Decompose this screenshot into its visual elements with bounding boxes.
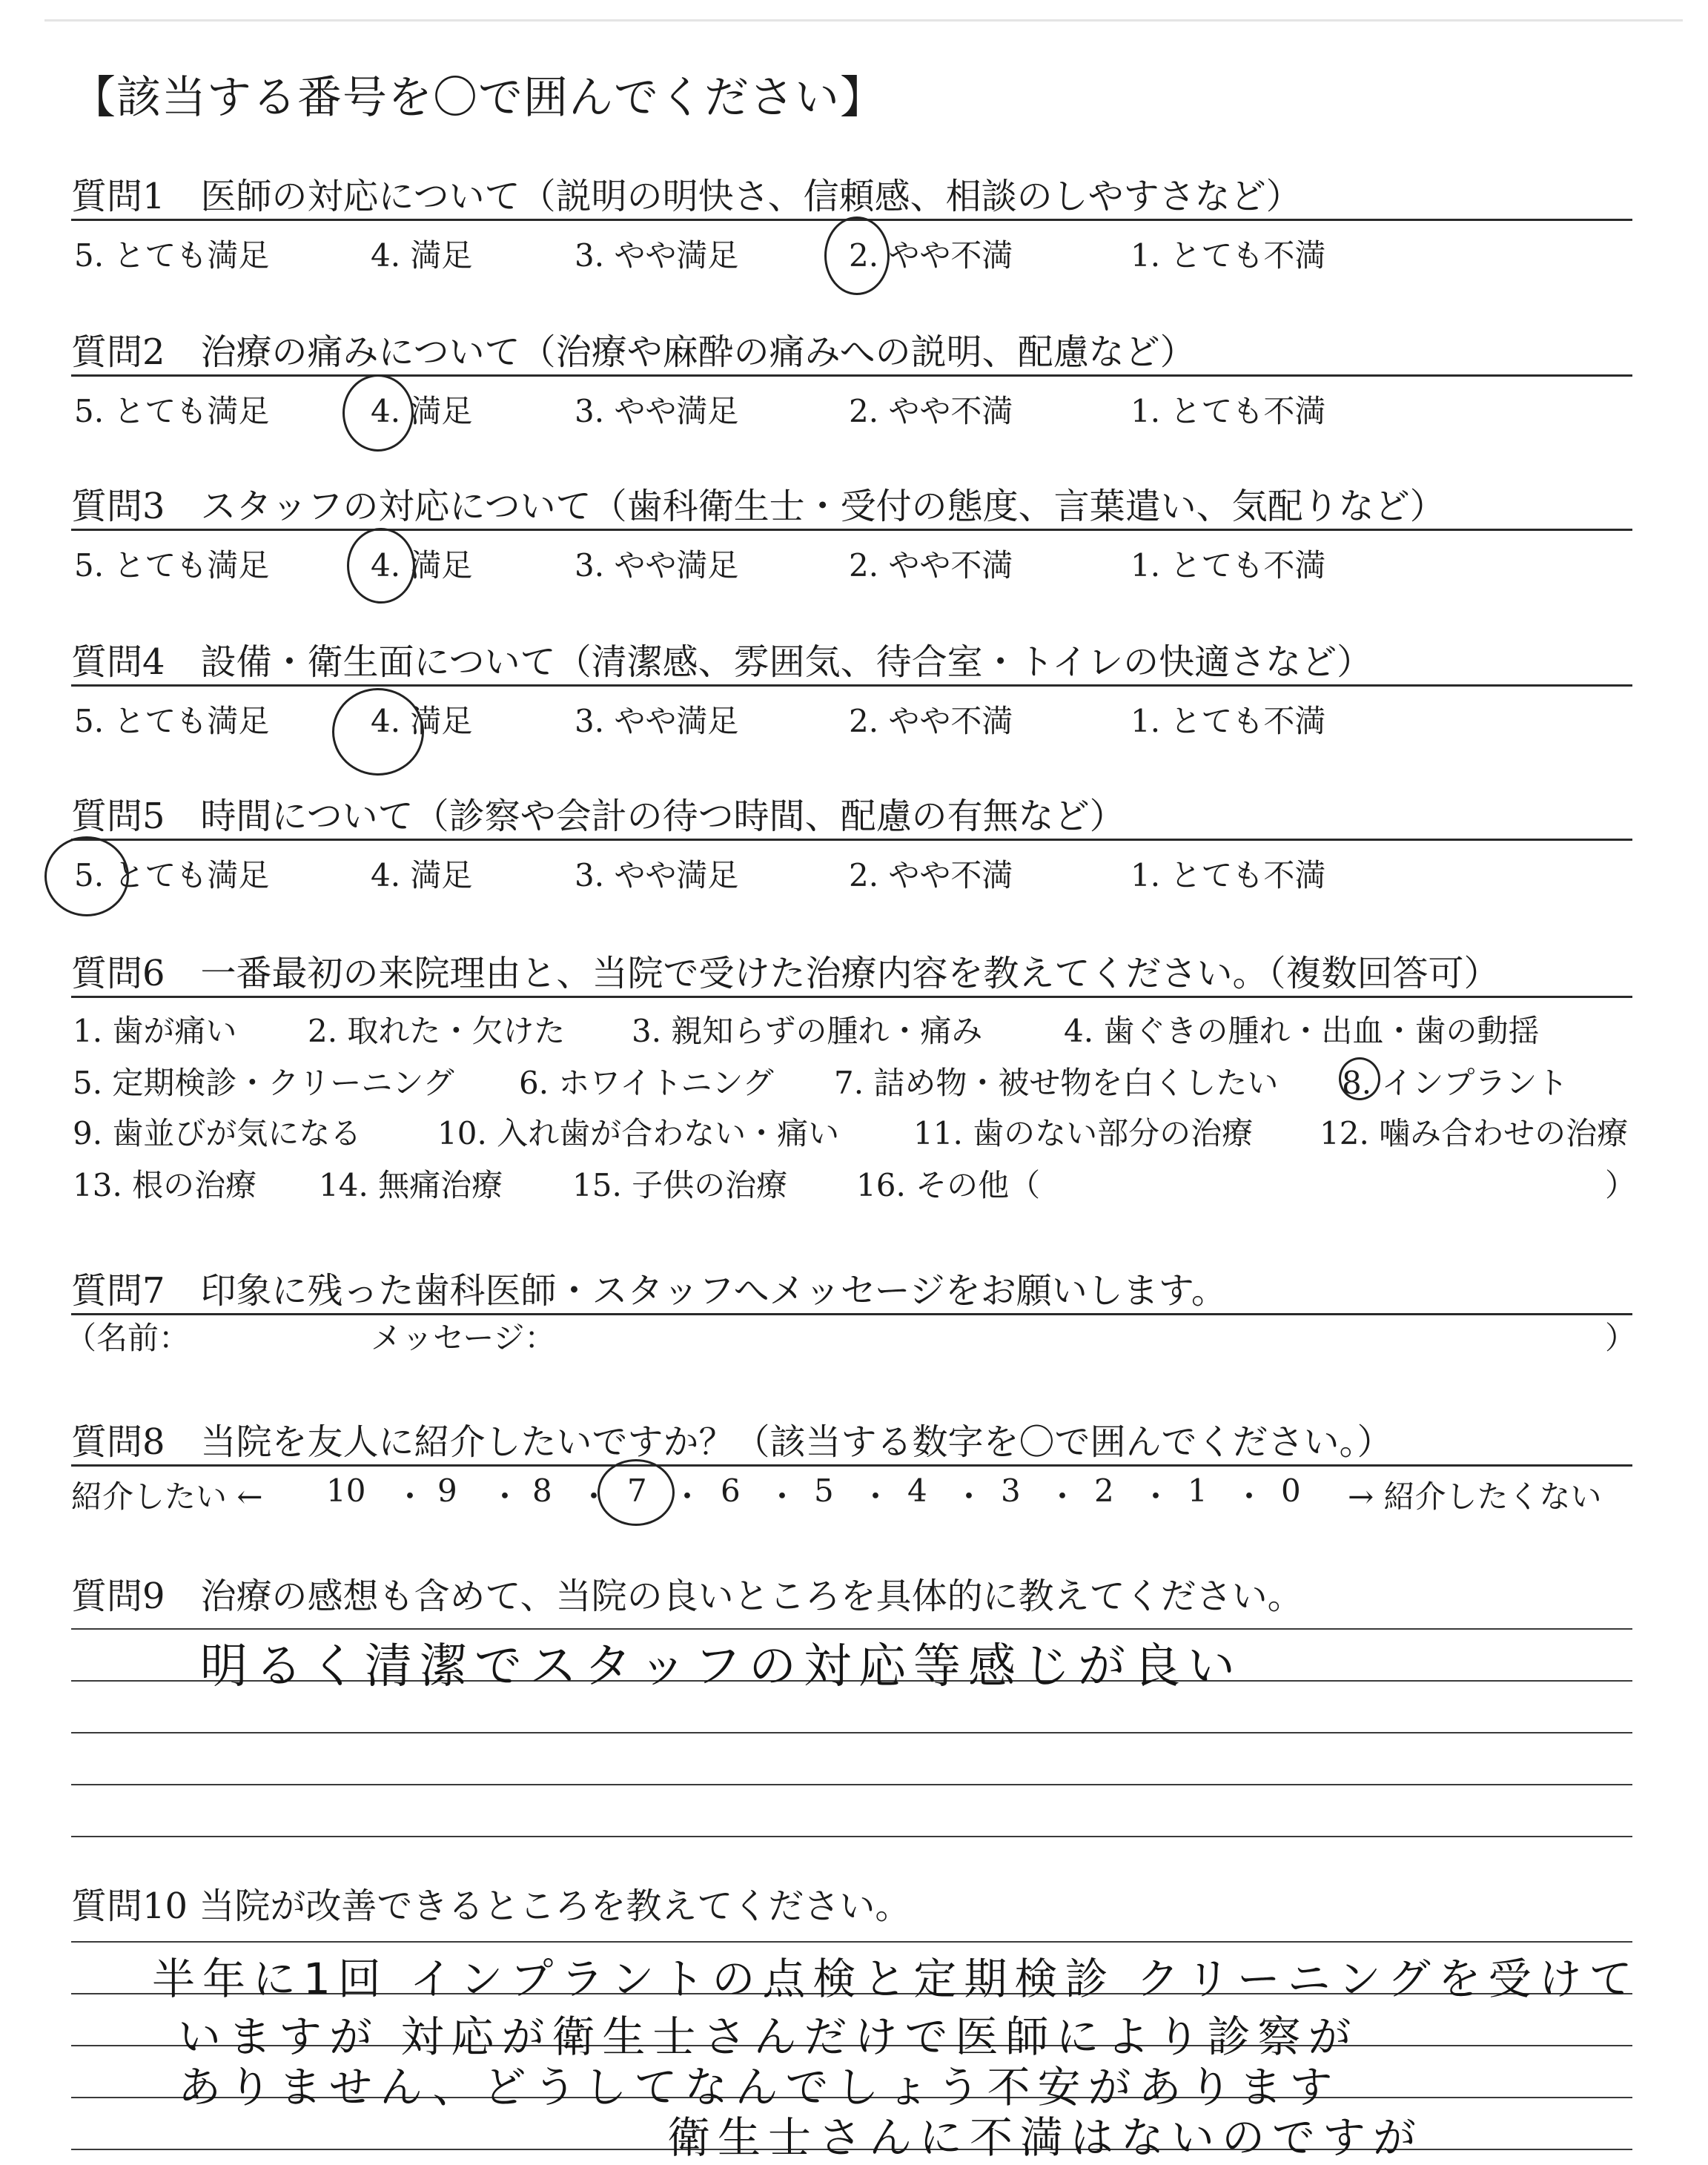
q10-handwritten-line-1: 半年に1回 インプラントの点検と定期検診 クリーニングを受けて: [152, 1954, 1640, 2004]
q8-answer-circle: [598, 1459, 675, 1526]
q1-option-4[interactable]: 4. 満足: [371, 237, 473, 274]
question-8-rule: [71, 1464, 1632, 1467]
q6-option-3[interactable]: 3. 親知らずの腫れ・痛み: [632, 1013, 983, 1049]
q6-answer-circle: [1339, 1057, 1380, 1100]
question-9-title: 質問9 治療の感想も含めて、当院の良いところを具体的に教えてください。: [71, 1576, 1303, 1617]
q8-scale-2[interactable]: 2: [1094, 1472, 1114, 1509]
question-7-title: 質問7 印象に残った歯科医師・スタッフへメッセージをお願いします。: [71, 1270, 1227, 1312]
q6-option-12[interactable]: 12. 噛み合わせの治療: [1320, 1115, 1629, 1151]
question-3-title: 質問3 スタッフの対応について（歯科衛生士・受付の態度、言葉遣い、気配りなど）: [71, 486, 1446, 527]
q8-scale-dot: ・: [860, 1478, 892, 1515]
question-1-title: 質問1 医師の対応について（説明の明快さ、信頼感、相談のしやすさなど）: [71, 176, 1302, 217]
q1-answer-circle: [824, 216, 890, 295]
q4-option-1[interactable]: 1. とても不満: [1131, 703, 1326, 739]
q8-scale-dot: ・: [394, 1478, 426, 1515]
q8-scale-4[interactable]: 4: [907, 1472, 927, 1509]
question-4-rule: [71, 684, 1632, 687]
q8-scale-1[interactable]: 1: [1188, 1472, 1208, 1509]
question-2-rule: [71, 374, 1632, 377]
q2-option-3[interactable]: 3. やや満足: [575, 393, 739, 429]
q8-scale-8[interactable]: 8: [532, 1472, 552, 1509]
q3-option-4[interactable]: 4. 満足: [371, 547, 473, 584]
q8-scale-dot: ・: [1047, 1478, 1079, 1515]
q5-option-4[interactable]: 4. 満足: [371, 857, 473, 893]
q8-scale-9[interactable]: 9: [437, 1472, 457, 1509]
question-2-title: 質問2 治療の痛みについて（治療や麻酔の痛みへの説明、配慮など）: [71, 331, 1196, 373]
question-4-title: 質問4 設備・衛生面について（清潔感、雰囲気、待合室・トイレの快適さなど）: [71, 641, 1373, 683]
q8-scale-dot: ・: [489, 1478, 521, 1515]
q8-scale-dot: ・: [767, 1478, 798, 1515]
q9-writing-line: [71, 1732, 1632, 1733]
q3-option-1[interactable]: 1. とても不満: [1131, 547, 1326, 584]
question-6-title: 質問6 一番最初の来院理由と、当院で受けた治療内容を教えてください。（複数回答可）: [71, 953, 1500, 994]
q7-name-label: （名前：: [65, 1320, 191, 1356]
q8-scale-3[interactable]: 3: [1001, 1472, 1021, 1509]
q2-answer-circle: [342, 374, 414, 452]
q4-option-2[interactable]: 2. やや不満: [849, 703, 1013, 739]
q2-option-4[interactable]: 4. 満足: [371, 393, 473, 429]
q4-option-5[interactable]: 5. とても満足: [74, 703, 270, 739]
q8-scale-10[interactable]: 10: [326, 1472, 366, 1509]
q10-writing-line: [71, 1941, 1632, 1943]
question-7-rule: [71, 1313, 1632, 1315]
q1-option-3[interactable]: 3. やや満足: [575, 237, 739, 274]
question-5-rule: [71, 839, 1632, 841]
q8-scale-0[interactable]: 0: [1281, 1472, 1301, 1509]
q10-handwritten-line-4: 衛生士さんに不満はないのですが: [667, 2112, 1424, 2163]
q6-option-9[interactable]: 9. 歯並びが気になる: [73, 1115, 362, 1151]
q1-option-2[interactable]: 2. やや不満: [849, 237, 1013, 274]
q6-option-8[interactable]: 8. インプラント: [1342, 1065, 1569, 1101]
q9-handwritten-answer: 明るく清潔でスタッフの対応等感じが良い: [200, 1639, 1242, 1694]
q8-scale-dot: ・: [1140, 1478, 1172, 1515]
q5-option-1[interactable]: 1. とても不満: [1131, 857, 1326, 893]
question-10-title: 質問10 当院が改善できるところを教えてください。: [71, 1885, 911, 1927]
q8-scale-dot: ・: [578, 1478, 610, 1515]
q5-option-3[interactable]: 3. やや満足: [575, 857, 739, 893]
q3-option-5[interactable]: 5. とても満足: [74, 547, 270, 584]
q8-scale-dot: ・: [1234, 1478, 1265, 1515]
q8-scale-7[interactable]: 7: [627, 1472, 647, 1509]
q5-option-5[interactable]: 5. とても満足: [74, 857, 270, 893]
q2-option-1[interactable]: 1. とても不満: [1131, 393, 1326, 429]
q3-option-3[interactable]: 3. やや満足: [575, 547, 739, 584]
q9-writing-line: [71, 1784, 1632, 1785]
question-3-rule: [71, 529, 1632, 531]
q6-option-2[interactable]: 2. 取れた・欠けた: [308, 1013, 566, 1049]
q4-option-3[interactable]: 3. やや満足: [575, 703, 739, 739]
q8-scale-dot: ・: [672, 1478, 704, 1515]
q8-scale-dot: ・: [953, 1478, 985, 1515]
q7-message-label: メッセージ：: [371, 1320, 556, 1356]
q6-option-4[interactable]: 4. 歯ぐきの腫れ・出血・歯の動揺: [1064, 1013, 1540, 1049]
q1-option-1[interactable]: 1. とても不満: [1131, 237, 1326, 274]
q6-option-10[interactable]: 10. 入れ歯が合わない・痛い: [437, 1115, 840, 1151]
q6-option-14[interactable]: 14. 無痛治療: [319, 1167, 503, 1203]
q8-scale-6[interactable]: 6: [721, 1472, 741, 1509]
q7-close-paren: ）: [1605, 1320, 1637, 1356]
top-edge-rule: [44, 19, 1683, 22]
page-title: 【該当する番号を〇で囲んでください】: [71, 72, 885, 124]
q1-option-5[interactable]: 5. とても満足: [74, 237, 270, 274]
q6-option-6[interactable]: 6. ホワイトニング: [519, 1065, 774, 1101]
q6-option-16[interactable]: 16. その他（: [856, 1167, 1041, 1203]
q8-scale-5[interactable]: 5: [814, 1472, 834, 1509]
q9-writing-line: [71, 1836, 1632, 1837]
q8-right-label: → 紹介したくない: [1348, 1478, 1602, 1515]
q6-other-close-paren: ）: [1605, 1167, 1637, 1203]
question-6-rule: [71, 996, 1632, 998]
q5-option-2[interactable]: 2. やや不満: [849, 857, 1013, 893]
q10-handwritten-line-3: ありません、どうしてなんでしょう不安があります: [178, 2062, 1340, 2112]
q6-option-5[interactable]: 5. 定期検診・クリーニング: [73, 1065, 454, 1101]
question-8-title: 質問8 当院を友人に紹介したいですか？（該当する数字を〇で囲んでください。）: [71, 1421, 1393, 1463]
q6-option-11[interactable]: 11. 歯のない部分の治療: [913, 1115, 1254, 1151]
q10-handwritten-line-2: いますが 対応が衛生士さんだけで医師により診察が: [178, 2012, 1359, 2062]
q6-option-1[interactable]: 1. 歯が痛い: [73, 1013, 237, 1049]
q6-option-15[interactable]: 15. 子供の治療: [572, 1167, 788, 1203]
q4-option-4[interactable]: 4. 満足: [371, 703, 473, 739]
q8-left-label: 紹介したい ←: [71, 1478, 263, 1515]
q5-answer-circle: [44, 836, 129, 916]
q2-option-5[interactable]: 5. とても満足: [74, 393, 270, 429]
q4-answer-circle: [332, 688, 424, 776]
q2-option-2[interactable]: 2. やや不満: [849, 393, 1013, 429]
q6-option-13[interactable]: 13. 根の治療: [73, 1167, 257, 1203]
q3-answer-circle: [347, 528, 415, 604]
question-5-title: 質問5 時間について（診察や会計の待つ時間、配慮の有無など）: [71, 796, 1125, 837]
q3-option-2[interactable]: 2. やや不満: [849, 547, 1013, 584]
q6-option-7[interactable]: 7. 詰め物・被せ物を白くしたい: [834, 1065, 1279, 1101]
